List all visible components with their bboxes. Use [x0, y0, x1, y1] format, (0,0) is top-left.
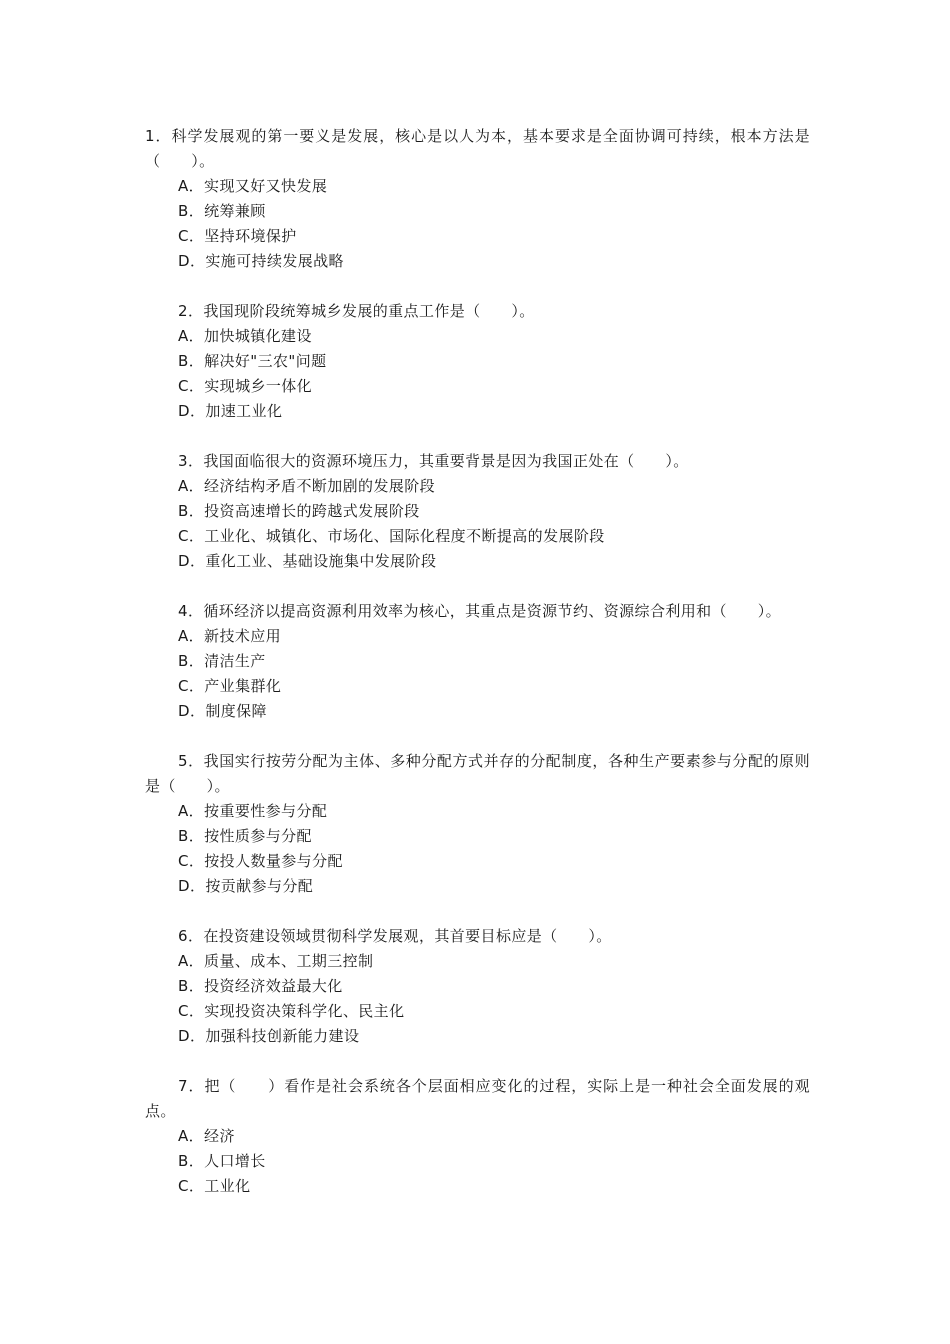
- option-d: D．制度保障: [178, 702, 267, 720]
- option-list: [145, 324, 810, 424]
- option-c: C．工业化: [178, 1177, 251, 1195]
- option-b: B．统筹兼顾: [178, 202, 266, 220]
- option-a: A．经济: [178, 1127, 235, 1145]
- option-list: [145, 474, 810, 574]
- question-7: [145, 1074, 810, 1199]
- option-c: C．实现投资决策科学化、民主化: [178, 1002, 405, 1020]
- option-c: C．产业集群化: [178, 677, 282, 695]
- option-list: [145, 624, 810, 724]
- option-d: D．加速工业化: [178, 402, 283, 420]
- option-list: [145, 1124, 810, 1199]
- question-1: [145, 124, 810, 274]
- option-c: C．坚持环境保护: [178, 227, 297, 245]
- option-a: A．实现又好又快发展: [178, 177, 328, 195]
- question-stem: 1．科学发展观的第一要义是发展，核心是以人为本，基本要求是全面协调可持续，根本方法是（ ）。: [145, 127, 810, 170]
- option-c: C．实现城乡一体化: [178, 377, 313, 395]
- question-list: [145, 124, 810, 1224]
- question-6: [145, 924, 810, 1049]
- option-list: [145, 174, 810, 274]
- question-stem: 6．在投资建设领域贯彻科学发展观，其首要目标应是（ ）。: [178, 927, 612, 945]
- question-2: [145, 299, 810, 424]
- question-stem: 4．循环经济以提高资源利用效率为核心，其重点是资源节约、资源综合利用和（ ）。: [178, 602, 782, 620]
- option-c: C．工业化、城镇化、市场化、国际化程度不断提高的发展阶段: [178, 527, 605, 545]
- option-b: B．人口增长: [178, 1152, 266, 1170]
- option-list: [145, 799, 810, 899]
- question-stem: 3．我国面临很大的资源环境压力，其重要背景是因为我国正处在（ ）。: [178, 452, 689, 470]
- question-4: [145, 599, 810, 724]
- option-a: A．新技术应用: [178, 627, 282, 645]
- question-3: [145, 449, 810, 574]
- option-b: B．按性质参与分配: [178, 827, 312, 845]
- option-b: B．清洁生产: [178, 652, 266, 670]
- option-d: D．加强科技创新能力建设: [178, 1027, 360, 1045]
- question-5: [145, 749, 810, 899]
- option-c: C．按投人数量参与分配: [178, 852, 343, 870]
- option-a: A．质量、成本、工期三控制: [178, 952, 374, 970]
- question-stem: 7．把（ ）看作是社会系统各个层面相应变化的过程，实际上是一种社会全面发展的观点。: [145, 1077, 810, 1120]
- option-b: B．投资经济效益最大化: [178, 977, 343, 995]
- option-a: A．经济结构矛盾不断加剧的发展阶段: [178, 477, 436, 495]
- option-b: B．解决好"三农"问题: [178, 352, 327, 370]
- option-d: D．重化工业、基础设施集中发展阶段: [178, 552, 437, 570]
- option-d: D．按贡献参与分配: [178, 877, 314, 895]
- option-d: D．实施可持续发展战略: [178, 252, 344, 270]
- question-stem: 5．我国实行按劳分配为主体、多种分配方式并存的分配制度，各种生产要素参与分配的原则是（ ）。: [145, 752, 810, 795]
- question-stem: 2．我国现阶段统筹城乡发展的重点工作是（ ）。: [178, 302, 535, 320]
- option-a: A．按重要性参与分配: [178, 802, 328, 820]
- option-a: A．加快城镇化建设: [178, 327, 312, 345]
- option-list: [145, 949, 810, 1049]
- option-b: B．投资高速增长的跨越式发展阶段: [178, 502, 420, 520]
